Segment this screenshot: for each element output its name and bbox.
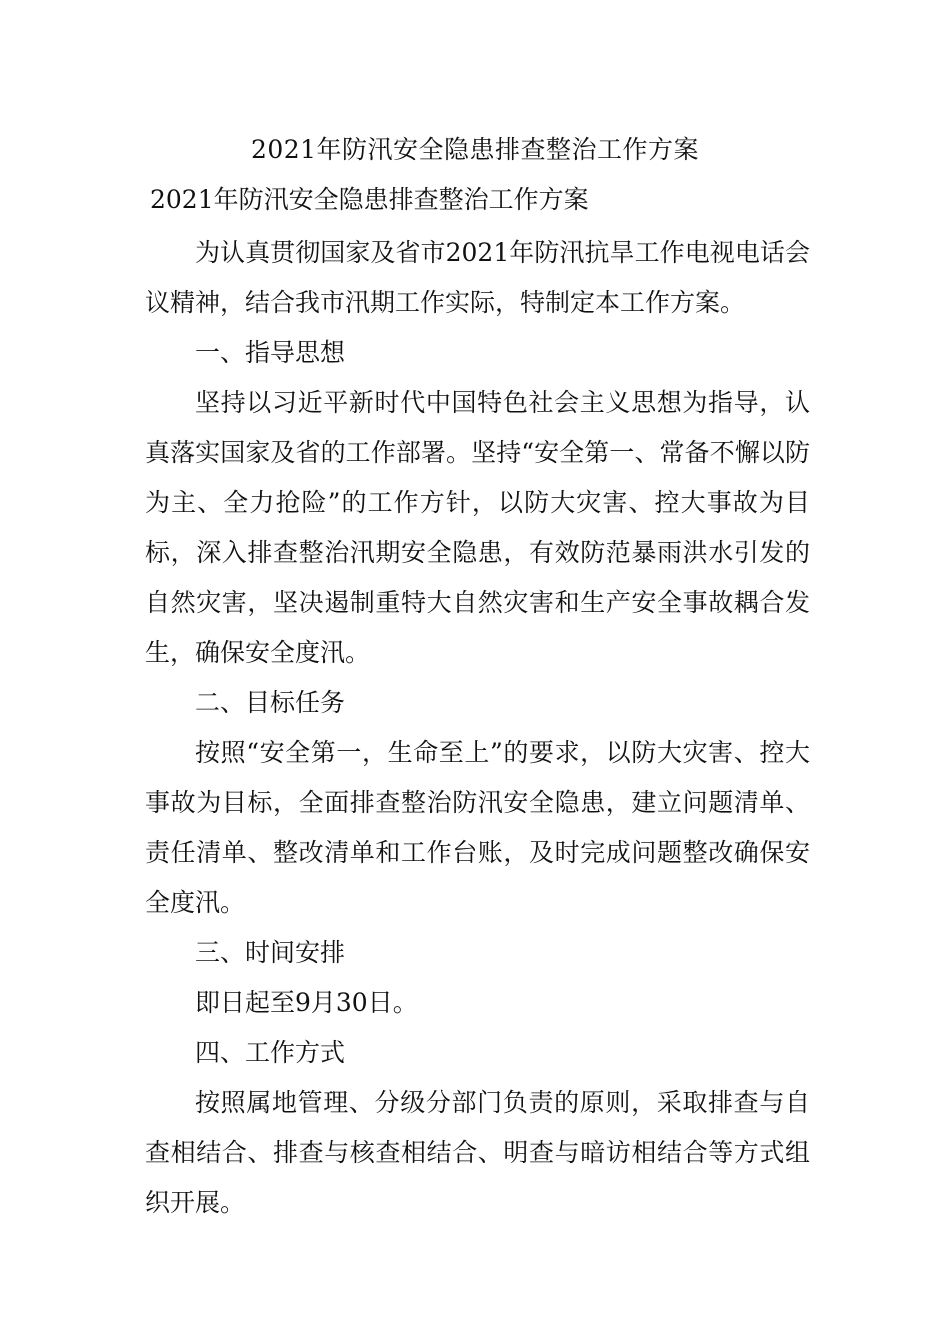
intro-paragraph: 为认真贯彻国家及省市2021年防汛抗旱工作电视电话会议精神，结合我市汛期工作实际，特制定本工作方案。 — [145, 238, 810, 317]
goals-tasks-paragraph: 按照“安全第一，生命至上”的要求，以防大灾害、控大事故为目标，全面排查整治防汛安全隐患，建立问题清单、责任清单、整改清单和工作台账，及时完成问题整改确保安全度汛。 — [145, 738, 810, 917]
section-heading-schedule: 三、时间安排 — [195, 938, 346, 967]
document-body — [145, 228, 810, 1228]
document-title: 2021年防汛安全隐患排查整治工作方案 — [250, 135, 700, 164]
section-heading-guiding-ideology: 一、指导思想 — [195, 338, 346, 367]
guiding-ideology-paragraph: 坚持以习近平新时代中国特色社会主义思想为指导，认真落实国家及省的工作部署。坚持“安全第一、常备不懈以防为主、全力抢险”的工作方针，以防大灾害、控大事故为目标，深入排查整治汛期安全隐患，有效防范暴雨洪水引发的自然灾害，坚决遏制重特大自然灾害和生产安全事故耦合发生，确保安全度汛。 — [145, 388, 810, 667]
section-heading-work-method: 四、工作方式 — [195, 1038, 346, 1067]
section-heading-goals-tasks: 二、目标任务 — [195, 688, 346, 717]
work-method-paragraph: 按照属地管理、分级分部门负责的原则，采取排查与自查相结合、排查与核查相结合、明查与暗访相结合等方式组织开展。 — [145, 1088, 810, 1217]
schedule-paragraph: 即日起至9月30日。 — [195, 988, 418, 1017]
document-subtitle: 2021年防汛安全隐患排查整治工作方案 — [150, 185, 589, 214]
